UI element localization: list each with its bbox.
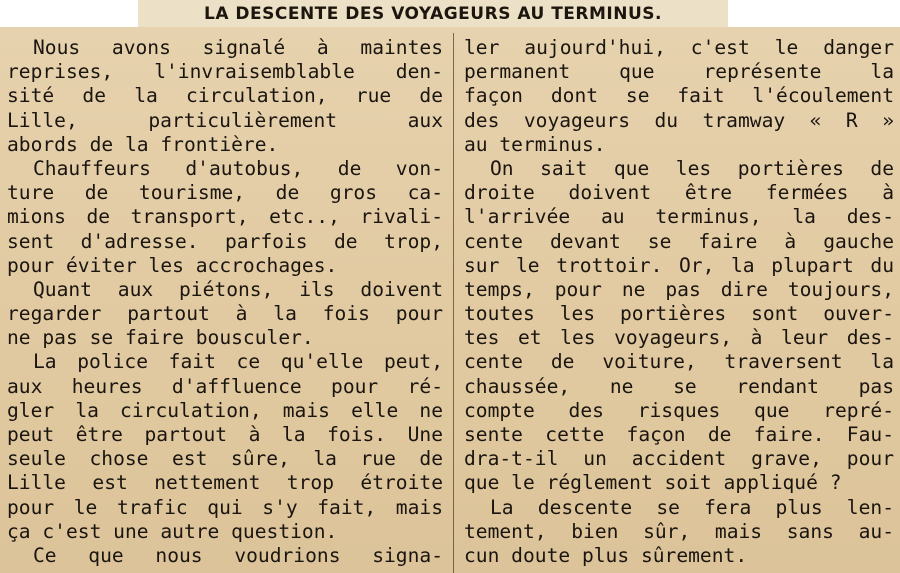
text-line: droite doivent être fermées à — [464, 181, 894, 205]
text-line: La descente se fera plus len- — [490, 495, 894, 519]
text-line: ture de tourisme, de gros ca- — [7, 181, 443, 205]
text-line: mions de transport, etc.., rivali- — [7, 205, 443, 229]
text-line: reprises, l'invraisemblable den- — [7, 60, 443, 84]
text-line: façon dont se fait l'écoulement — [464, 84, 894, 108]
newspaper-clipping — [0, 27, 900, 573]
text-line: permanent que représente la — [464, 60, 894, 84]
text-line: cente de voiture, traversent la — [464, 350, 894, 374]
text-line: au terminus. — [464, 132, 606, 156]
right-column — [464, 36, 894, 568]
text-line: des voyageurs du tramway « R » — [464, 108, 894, 132]
text-line: regarder partout à la fois pour — [7, 302, 443, 326]
text-line: On sait que les portières de — [490, 156, 894, 180]
text-line: sité de la circulation, rue de — [7, 84, 443, 108]
text-line: ler aujourd'hui, c'est le danger — [464, 36, 894, 59]
text-line: La police fait ce qu'elle peut, — [33, 350, 443, 374]
text-line: peut être partout à la fois. Une — [7, 423, 443, 446]
text-line: ça c'est une autre question. — [7, 519, 338, 543]
text-line: Ce que nous voudrions signa- — [33, 543, 443, 567]
text-line: ne pas se faire bousculer. — [7, 326, 314, 350]
text-line: pour éviter les accrochages. — [7, 253, 338, 277]
article-title: LA DESCENTE DES VOYAGEURS AU TERMINUS. — [203, 3, 662, 24]
text-line: cente devant se faire à gauche — [464, 229, 894, 253]
text-line: toutes les portières sont ouver- — [464, 302, 894, 326]
text-line: abords de la frontière. — [7, 132, 279, 156]
text-line: Chauffeurs d'autobus, de von- — [33, 156, 443, 180]
text-line: compte des risques que repré- — [464, 398, 894, 422]
text-line: dra-t-il un accident grave, pour — [464, 447, 894, 471]
text-line: Quant aux piétons, ils doivent — [33, 277, 443, 301]
text-line: Nous avons signalé à maintes — [33, 36, 443, 59]
text-line: sente cette façon de faire. Fau- — [464, 423, 894, 446]
left-column — [7, 36, 443, 568]
text-line: sent d'adresse. parfois de trop, — [7, 229, 443, 253]
text-line: sur le trottoir. Or, la plupart du — [464, 253, 894, 277]
text-line: Lille est nettement trop étroite — [7, 471, 443, 495]
text-line: que le réglement soit appliqué ? — [464, 471, 842, 495]
text-line: cun doute plus sûrement. — [464, 543, 748, 567]
text-line: gler la circulation, mais elle ne — [7, 398, 443, 422]
text-line: tes et les voyageurs, à leur des- — [464, 326, 894, 350]
headline-banner — [138, 0, 728, 27]
text-line: seule chose est sûre, la rue de — [7, 447, 443, 471]
text-line: temps, pour ne pas dire toujours, — [464, 277, 894, 301]
column-divider — [453, 33, 454, 573]
text-line: l'arrivée au terminus, la des- — [464, 205, 894, 229]
text-line: aux heures d'affluence pour ré- — [7, 374, 443, 398]
text-line: chaussée, ne se rendant pas — [464, 374, 894, 398]
text-line: Lille, particulièrement aux — [7, 108, 443, 132]
text-line: tement, bien sûr, mais sans au- — [464, 519, 894, 543]
text-line: pour le trafic qui s'y fait, mais — [7, 495, 443, 519]
